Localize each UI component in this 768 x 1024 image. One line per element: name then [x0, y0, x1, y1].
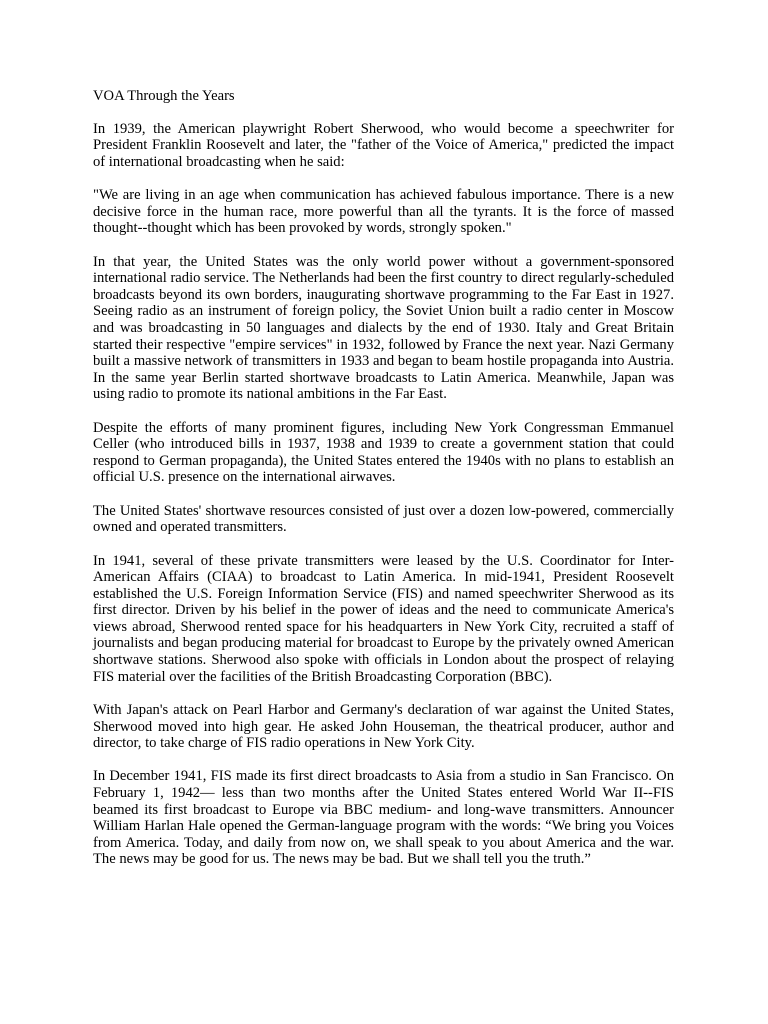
document-title: VOA Through the Years [93, 88, 235, 104]
paragraph-world-radio-1939: In that year, the United States was the only world power without a government-sponsored international radio service. The Netherlands had been the first country to direct regularly-scheduled broadcasts beyond its own borders, inaugurating shortwave programming to the Far East in 1927. Seeing radio as an instrument of foreign policy, the Soviet Union built a radio center in Moscow and was broadcasting in 50 languages and dialects by the end of 1930. Italy and Great Britain started their respective "empire services" in 1932, followed by France the next year. Nazi Germany built a massive network of transmitters in 1933 and began to beam hostile propaganda into Austria. In the same year Berlin started shortwave broadcasts to Latin America. Meanwhile, Japan was using radio to promote its national ambitions in the Far East. [93, 253, 674, 403]
paragraph-pearl-harbor: With Japan's attack on Pearl Harbor and Germany's declaration of war against the United States, Sherwood moved into high gear. He asked John Houseman, the theatrical producer, author and director, to take charge of FIS radio operations in New York City. [93, 701, 674, 752]
paragraph-fis-founding: In 1941, several of these private transmitters were leased by the U.S. Coordinator for Inter-American Affairs (CIAA) to broadcast to Latin America. In mid-1941, President Roosevelt established the U.S. Foreign Information Service (FIS) and named speechwriter Sherwood as its first director. Driven by his belief in the power of ideas and the need to communicate America's views abroad, Sherwood rented space for his headquarters in New York City, recruited a staff of journalists and began producing material for broadcast to Europe by the privately owned American shortwave stations. Sherwood also spoke with officials in London about the prospect of relaying FIS material over the facilities of the British Broadcasting Corporation (BBC). [93, 552, 674, 685]
paragraph-first-broadcasts: In December 1941, FIS made its first direct broadcasts to Asia from a studio in San Francisco. On February 1, 1942— less than two months after the United States entered World War II--FIS beamed its first broadcast to Europe via BBC medium- and long-wave transmitters. Announcer William Harlan Hale opened the German-language program with the words: “We bring you Voices from America. Today, and daily from now on, we shall speak to you about America and the war. The news may be good for us. The news may be bad. But we shall tell you the truth.” [93, 768, 674, 868]
paragraph-celler-efforts: Despite the efforts of many prominent figures, including New York Congressman Emmanuel Celler (who introduced bills in 1937, 1938 and 1939 to create a government station that could respond to German propaganda), the United States entered the 1940s with no plans to establish an official U.S. presence on the international airwaves. [93, 419, 674, 486]
document-page [93, 88, 674, 885]
paragraph-sherwood-intro: In 1939, the American playwright Robert Sherwood, who would become a speechwriter for President Franklin Roosevelt and later, the "father of the Voice of America," predicted the impact of international broadcasting when he said: [93, 120, 674, 170]
paragraph-shortwave-resources: The United States' shortwave resources consisted of just over a dozen low-powered, commercially owned and operated transmitters. [93, 502, 674, 536]
paragraph-sherwood-quote: "We are living in an age when communication has achieved fabulous importance. There is a new decisive force in the human race, more powerful than all the tyrants. It is the force of massed thought--thought which has been provoked by words, strongly spoken." [93, 187, 674, 237]
